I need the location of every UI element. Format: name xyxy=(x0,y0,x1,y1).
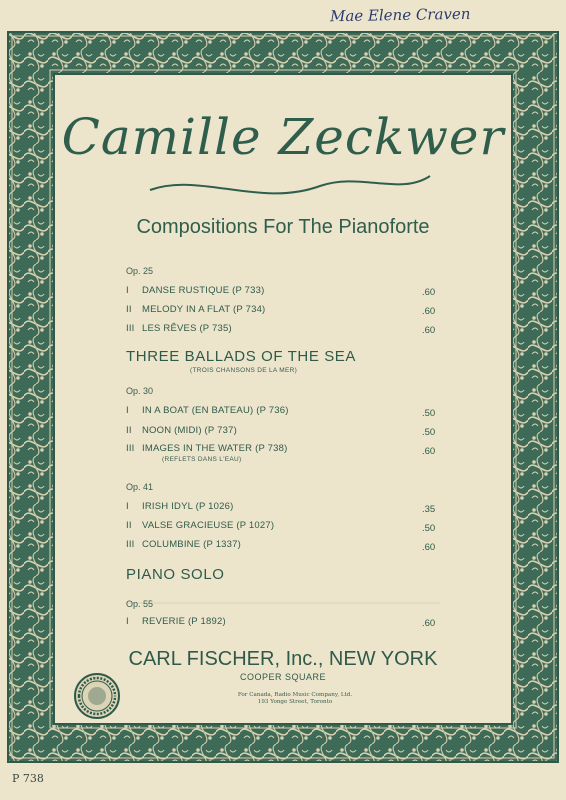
item-number: II xyxy=(126,520,132,531)
publisher-seal-stamp xyxy=(73,672,121,720)
section-heading: PIANO SOLO xyxy=(126,566,225,583)
composer-name: Camille Zeckwer xyxy=(61,108,505,166)
opus-label: Op. 41 xyxy=(126,482,154,492)
item-number: I xyxy=(126,616,129,627)
item-number: II xyxy=(126,304,132,315)
item-title: REVERIE (P 1892) xyxy=(142,616,226,627)
item-price: .60 xyxy=(422,287,436,298)
item-price: .60 xyxy=(422,306,436,317)
item-price: .50 xyxy=(422,408,436,419)
item-title: NOON (MIDI) (P 737) xyxy=(142,425,237,436)
item-price: .60 xyxy=(422,325,436,336)
opus-label: Op. 30 xyxy=(126,386,154,396)
item-price: .60 xyxy=(422,618,436,629)
owner-signature: Mae Elene Craven xyxy=(329,4,471,26)
item-number: I xyxy=(126,285,129,296)
publisher-address: COOPER SQUARE xyxy=(239,672,326,682)
item-number: I xyxy=(126,501,129,512)
item-price: .35 xyxy=(422,504,436,515)
item-price: .50 xyxy=(422,523,436,534)
canada-distributor: For Canada, Radio Music Company, Ltd. xyxy=(237,692,353,698)
item-title: LES RÊVES (P 735) xyxy=(142,323,232,334)
item-number: II xyxy=(126,425,132,436)
item-price: .50 xyxy=(422,427,436,438)
section-subheading: (TROIS CHANSONS DE LA MER) xyxy=(190,367,298,374)
catalog-number: P 738 xyxy=(12,772,44,785)
item-number: III xyxy=(126,539,135,550)
item-title: IMAGES IN THE WATER (P 738) xyxy=(142,443,288,454)
opus-label: Op. 25 xyxy=(126,266,154,276)
item-title: MELODY IN A FLAT (P 734) xyxy=(142,304,266,315)
item-number: III xyxy=(126,323,135,334)
item-title: IRISH IDYL (P 1026) xyxy=(142,501,234,512)
canada-address: 193 Yonge Street, Toronto xyxy=(257,699,333,705)
item-title: IN A BOAT (EN BATEAU) (P 736) xyxy=(142,405,289,416)
publisher-name: CARL FISCHER, Inc., NEW YORK xyxy=(128,648,438,670)
item-price: .60 xyxy=(422,446,436,457)
item-title: COLUMBINE (P 1337) xyxy=(142,539,241,550)
item-subtitle: (REFLETS DANS L'EAU) xyxy=(162,456,242,463)
cover-subtitle: Compositions For The Pianoforte xyxy=(136,216,430,238)
item-number: I xyxy=(126,405,129,416)
item-price: .60 xyxy=(422,542,436,553)
item-title: DANSE RUSTIQUE (P 733) xyxy=(142,285,265,296)
item-title: VALSE GRACIEUSE (P 1027) xyxy=(142,520,275,531)
opus-label: Op. 55 xyxy=(126,599,154,609)
item-number: III xyxy=(126,443,135,454)
section-heading: THREE BALLADS OF THE SEA xyxy=(126,348,357,365)
